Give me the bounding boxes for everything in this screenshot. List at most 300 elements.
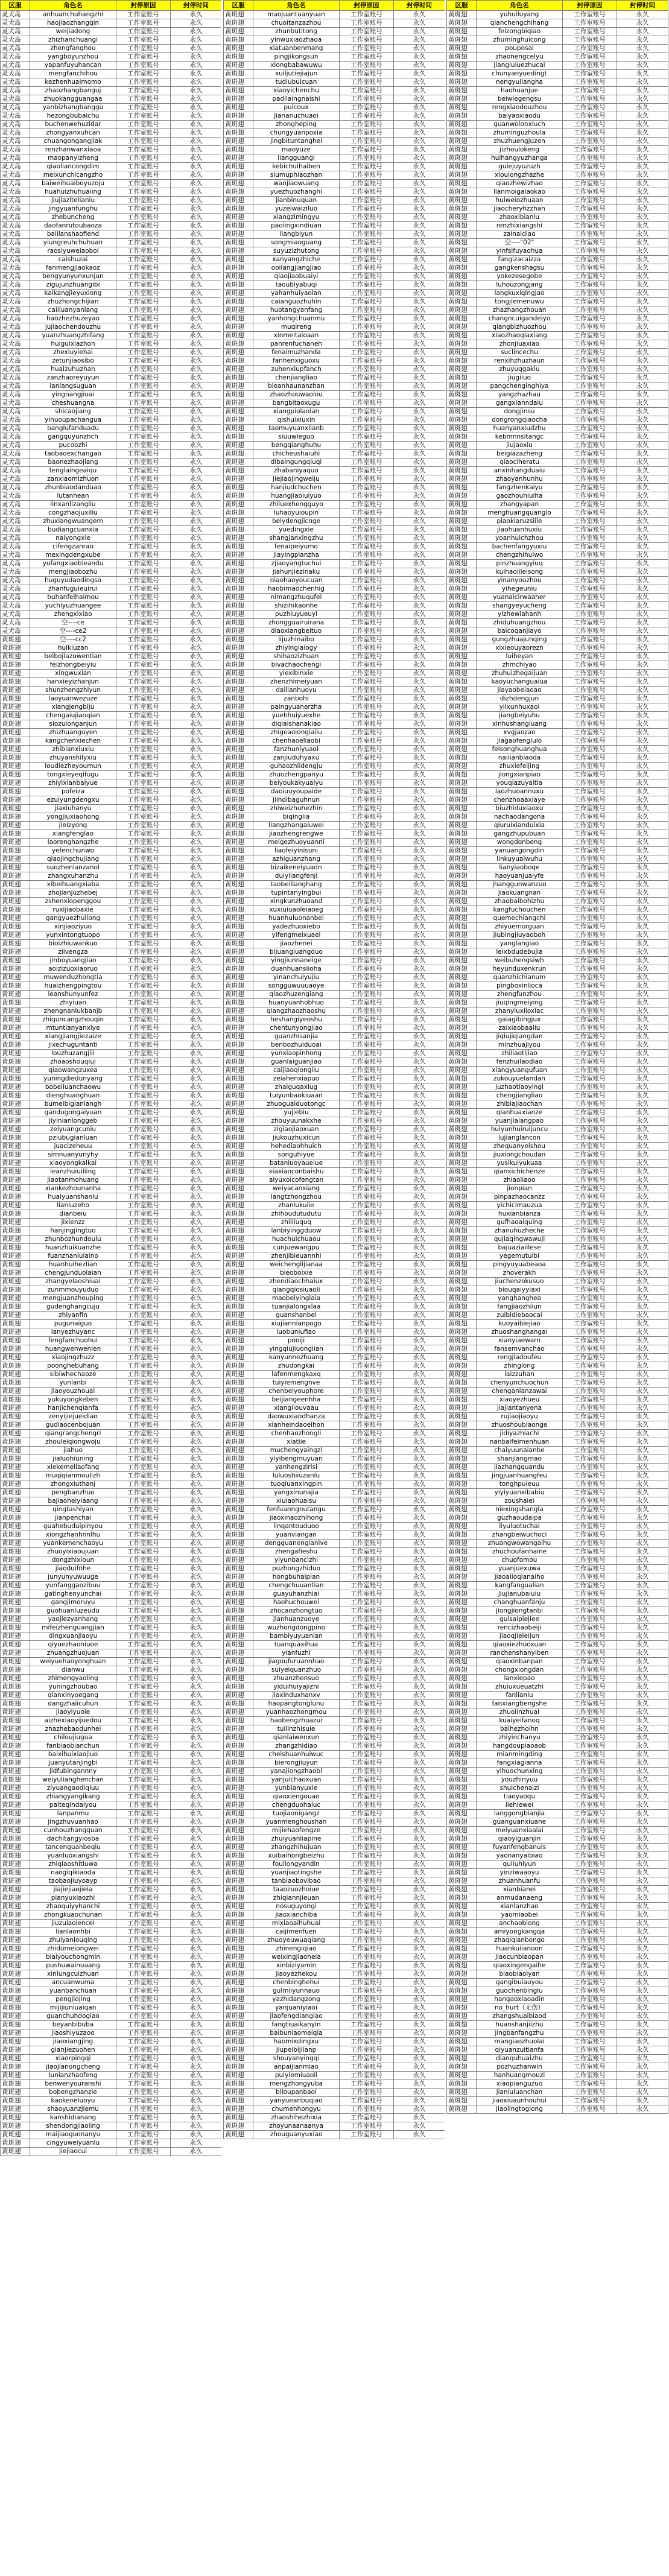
server-cell: 黄斑翅 (224, 1920, 253, 1928)
ban-reason-cell: 工作室账号 (340, 1362, 394, 1371)
role-name-cell: zhangshuaibiaod (477, 2013, 563, 2021)
ban-time-cell: 永久 (617, 1050, 668, 1058)
ban-time-cell: 永久 (171, 1303, 222, 1312)
ban-time-cell: 永久 (617, 805, 668, 813)
table-row (224, 1708, 445, 1717)
ban-reason-cell: 工作室账号 (340, 2004, 394, 2013)
ban-time-cell: 永久 (617, 1548, 668, 1556)
table-row (447, 256, 668, 264)
ban-time-cell: 永久 (171, 1599, 222, 1607)
ban-reason-cell: 工作室账号 (563, 1236, 617, 1244)
ban-time-cell: 永久 (171, 889, 222, 898)
server-cell: 黄斑翅 (1, 1371, 30, 1379)
server-cell: 黄斑翅 (447, 585, 477, 594)
server-cell: 黄斑翅 (224, 678, 253, 687)
server-cell: 灵犬岛 (1, 87, 30, 95)
server-cell: 黄斑翅 (447, 129, 477, 138)
ban-reason-cell: 工作室账号 (563, 982, 617, 991)
ban-reason-cell: 工作室账号 (563, 1861, 617, 1869)
server-cell: 黄斑翅 (1, 830, 30, 839)
ban-time-cell: 永久 (394, 1928, 445, 1937)
ban-reason-cell: 工作室账号 (340, 1945, 394, 1953)
role-name-cell: bumeibigianlangh (30, 1100, 116, 1109)
ban-time-cell: 永久 (394, 1143, 445, 1151)
role-name-cell: zunmmouyuduo (30, 1286, 116, 1295)
server-cell: 黄斑翅 (1, 1345, 30, 1354)
ban-reason-cell: 工作室账号 (340, 763, 394, 771)
role-name-cell: menghuangquangio (477, 509, 563, 518)
ban-reason-cell: 工作室账号 (116, 1438, 171, 1447)
role-name-cell: pinpazhaocanzz (477, 1193, 563, 1202)
role-name-cell: zanbohi (253, 695, 340, 703)
role-name-cell: xiekemeilaofang (30, 1464, 116, 1472)
table-row (1, 771, 222, 779)
ban-reason-cell: 工作室账号 (340, 923, 394, 931)
role-name-cell: haojiaozhangqin (30, 19, 116, 28)
table-row (224, 999, 445, 1007)
table-row (1, 1143, 222, 1151)
table-row (447, 1286, 668, 1295)
table-row (447, 619, 668, 627)
role-name-cell: yadezhuoxiebo (253, 923, 340, 931)
role-name-cell: yaonanyaibiao (477, 1852, 563, 1861)
table-row (224, 940, 445, 948)
table-row (224, 1683, 445, 1692)
ban-time-cell: 永久 (171, 1784, 222, 1793)
ban-reason-cell: 工作室账号 (116, 1675, 171, 1683)
ban-time-cell: 永久 (617, 602, 668, 611)
role-name-cell: taomuyuanxilanb (253, 425, 340, 433)
server-cell: 黄斑翅 (224, 1312, 253, 1320)
role-name-cell: huachuichuaou (253, 1236, 340, 1244)
table-row (447, 2038, 668, 2046)
server-cell: 黄斑翅 (1, 1649, 30, 1658)
table-row (447, 1523, 668, 1531)
role-name-cell: gianjiezuohen (30, 2046, 116, 2055)
server-cell: 黄斑翅 (447, 1582, 477, 1590)
role-name-cell: jiagaofengluio (477, 737, 563, 746)
role-name-cell: chengjiangliao (477, 1092, 563, 1100)
table-row (447, 1033, 668, 1041)
ban-time-cell: 永久 (394, 138, 445, 146)
ban-reason-cell: 工作室账号 (116, 906, 171, 915)
role-name-cell: zhiweizhuhezhin (253, 805, 340, 813)
table-row (224, 847, 445, 855)
ban-time-cell: 永久 (617, 1616, 668, 1624)
role-name-cell: hangdoupiaoaob (477, 1742, 563, 1751)
ban-reason-cell: 工作室账号 (563, 1548, 617, 1556)
server-cell: 黄斑翅 (224, 281, 253, 290)
ban-reason-cell: 工作室账号 (340, 1514, 394, 1523)
ban-reason-cell: 工作室账号 (116, 425, 171, 433)
role-name-cell: yuanviangan (253, 1531, 340, 1540)
table-row (224, 813, 445, 822)
ban-time-cell: 永久 (171, 855, 222, 864)
ban-time-cell: 永久 (617, 256, 668, 264)
ban-reason-cell: 工作室账号 (116, 129, 171, 138)
role-name-cell: jiindibaguhnun (253, 796, 340, 805)
server-cell: 黄斑翅 (447, 1109, 477, 1117)
ban-time-cell: 永久 (617, 458, 668, 467)
role-name-cell: xvgjaozao (477, 729, 563, 737)
ban-time-cell: 永久 (617, 2038, 668, 2046)
ban-reason-cell: 工作室账号 (563, 1911, 617, 1920)
ban-reason-cell: 工作室账号 (116, 1067, 171, 1075)
table-row (1, 1388, 222, 1396)
server-cell: 黄斑翅 (447, 1168, 477, 1176)
ban-time-cell: 永久 (617, 1751, 668, 1759)
server-cell: 黄斑翅 (224, 568, 253, 577)
server-cell: 灵犬岛 (1, 535, 30, 543)
ban-reason-cell: 工作室账号 (116, 847, 171, 855)
role-name-cell: pooiji (253, 1337, 340, 1345)
ban-time-cell: 永久 (394, 847, 445, 855)
ban-reason-cell: 工作室账号 (116, 2131, 171, 2139)
table-row (1, 1793, 222, 1801)
role-name-cell: tuanjialongxlaa (253, 1303, 340, 1312)
ban-time-cell: 永久 (617, 1869, 668, 1877)
ban-reason-cell: 工作室账号 (116, 416, 171, 425)
server-cell: 黄斑翅 (447, 19, 477, 28)
role-name-cell: quiiuhiyun (477, 1861, 563, 1869)
ban-time-cell: 永久 (171, 1632, 222, 1641)
table-row (1, 602, 222, 611)
ban-reason-cell: 工作室账号 (340, 1548, 394, 1556)
ban-reason-cell: 工作室账号 (563, 154, 617, 163)
ban-reason-cell: 工作室账号 (116, 1092, 171, 1100)
ban-reason-cell: 工作室账号 (116, 1683, 171, 1692)
ban-reason-cell: 工作室账号 (116, 1540, 171, 1548)
ban-time-cell: 永久 (171, 965, 222, 974)
ban-reason-cell: 工作室账号 (116, 1717, 171, 1725)
role-name-cell: xiangzimingyu (253, 214, 340, 222)
ban-reason-cell: 工作室账号 (340, 2029, 394, 2038)
ban-time-cell: 永久 (617, 1007, 668, 1016)
server-cell: 黄斑翅 (224, 1911, 253, 1920)
server-cell: 黄斑翅 (1, 1388, 30, 1396)
ban-time-cell: 永久 (617, 729, 668, 737)
role-name-cell: cheishuanhuiwuc (253, 1751, 340, 1759)
table-row (447, 2046, 668, 2055)
ban-time-cell: 永久 (171, 1886, 222, 1894)
table-row (1, 661, 222, 670)
ban-time-cell: 永久 (617, 281, 668, 290)
server-cell: 黄斑翅 (447, 729, 477, 737)
table-row (224, 1987, 445, 1996)
role-name-cell: juzhaotiaoyingi (477, 1083, 563, 1092)
ban-time-cell: 永久 (617, 2105, 668, 2114)
role-name-cell: beyanbibuba (30, 2021, 116, 2029)
ban-reason-cell: 工作室账号 (340, 467, 394, 475)
ban-time-cell: 永久 (394, 1953, 445, 1962)
ban-reason-cell: 工作室账号 (340, 1835, 394, 1844)
table-row (447, 796, 668, 805)
table-row (1, 1886, 222, 1894)
server-cell: 灵犬岛 (1, 112, 30, 121)
role-name-cell: chungyuanpoxia (253, 129, 340, 138)
server-cell: 黄斑翅 (224, 467, 253, 475)
server-cell: 黄斑翅 (224, 1083, 253, 1092)
table-row (1, 1244, 222, 1252)
ban-time-cell: 永久 (617, 1337, 668, 1345)
table-row (1, 1033, 222, 1041)
role-name-cell: daowuxiandhanza (253, 1413, 340, 1421)
table-row (224, 1168, 445, 1176)
role-name-cell: fangjiaozhiiun (477, 1303, 563, 1312)
ban-time-cell: 永久 (394, 1877, 445, 1886)
table-row (224, 2122, 445, 2131)
ban-time-cell: 永久 (617, 1100, 668, 1109)
role-name-cell: fangzhenkaiyu (477, 484, 563, 492)
server-cell: 黄斑翅 (224, 509, 253, 518)
ban-reason-cell: 工作室账号 (116, 1506, 171, 1514)
role-name-cell: yiexibinxie (253, 670, 340, 678)
table-row (1, 450, 222, 458)
table-row (224, 2105, 445, 2114)
table-row (447, 1970, 668, 1979)
ban-table-1 (0, 0, 222, 2156)
ban-reason-cell: 工作室账号 (340, 95, 394, 104)
table-row (1, 1016, 222, 1024)
table-row (1, 1869, 222, 1877)
role-name-cell: haobengzhuazui (253, 1717, 340, 1725)
ban-time-cell: 永久 (394, 594, 445, 602)
ban-time-cell: 永久 (394, 1033, 445, 1041)
table-row (224, 720, 445, 729)
ban-reason-cell: 工作室账号 (340, 602, 394, 611)
server-cell: 黄斑翅 (447, 1692, 477, 1700)
role-name-cell: linkuyuaiwuhu (477, 855, 563, 864)
ban-time-cell: 永久 (617, 611, 668, 619)
server-cell: 黄斑翅 (1, 1632, 30, 1641)
ban-reason-cell: 工作室账号 (116, 1573, 171, 1582)
ban-time-cell: 永久 (171, 695, 222, 703)
table-row (1, 382, 222, 391)
table-row (447, 433, 668, 442)
server-cell: 黄斑翅 (447, 1050, 477, 1058)
server-cell: 黄斑翅 (1, 1742, 30, 1751)
ban-reason-cell: 工作室账号 (563, 805, 617, 813)
ban-reason-cell: 工作室账号 (116, 2114, 171, 2122)
ban-reason-cell: 工作室账号 (563, 1945, 617, 1953)
server-cell: 黄斑翅 (1, 1413, 30, 1421)
ban-reason-cell: 工作室账号 (340, 188, 394, 197)
ban-time-cell: 永久 (394, 154, 445, 163)
ban-time-cell: 永久 (394, 636, 445, 644)
role-name-cell: dongjinsu (477, 408, 563, 416)
ban-time-cell: 永久 (394, 1987, 445, 1996)
ban-reason-cell: 工作室账号 (340, 1168, 394, 1176)
table-row (224, 2046, 445, 2055)
ban-reason-cell: 工作室账号 (116, 1607, 171, 1616)
table-row (447, 1337, 668, 1345)
ban-reason-cell: 工作室账号 (340, 1489, 394, 1497)
server-cell: 黄斑翅 (447, 298, 477, 306)
ban-reason-cell: 工作室账号 (563, 746, 617, 754)
table-row (224, 1185, 445, 1193)
server-cell: 黄斑翅 (447, 1556, 477, 1565)
server-cell: 黄斑翅 (224, 1903, 253, 1911)
ban-time-cell: 永久 (394, 484, 445, 492)
role-name-cell: yanjuichaoxuan (253, 1776, 340, 1784)
ban-reason-cell: 工作室账号 (116, 1937, 171, 1945)
ban-reason-cell: 工作室账号 (340, 1962, 394, 1970)
ban-reason-cell: 工作室账号 (340, 1388, 394, 1396)
table-row (447, 1928, 668, 1937)
server-cell: 黄斑翅 (1, 1176, 30, 1185)
table-row (224, 1151, 445, 1160)
role-name-cell: puzhiuyueuyi (253, 611, 340, 619)
role-name-cell: naiiianbiaoda (477, 754, 563, 763)
ban-reason-cell: 工作室账号 (563, 230, 617, 239)
server-cell: 灵犬岛 (1, 501, 30, 509)
role-name-cell: simnuanyunyhy (30, 1151, 116, 1160)
ban-reason-cell: 工作室账号 (563, 1100, 617, 1109)
server-cell: 黄斑翅 (224, 1632, 253, 1641)
table-row (224, 1641, 445, 1649)
ban-time-cell: 永久 (394, 763, 445, 771)
ban-reason-cell: 工作室账号 (563, 408, 617, 416)
table-row (447, 1362, 668, 1371)
role-name-cell: leanzhuiuiliing (30, 1168, 116, 1176)
ban-reason-cell: 工作室账号 (116, 501, 171, 509)
table-row (224, 1362, 445, 1371)
table-row (447, 1464, 668, 1472)
table-row (224, 1337, 445, 1345)
ban-reason-cell: 工作室账号 (563, 1404, 617, 1413)
role-name-cell: wanjiaowuang (253, 180, 340, 188)
table-row (224, 923, 445, 931)
role-name-cell: jiazhangquandu (477, 1464, 563, 1472)
table-row (224, 1143, 445, 1151)
ban-time-cell: 永久 (171, 898, 222, 906)
ban-reason-cell: 工作室账号 (563, 1219, 617, 1227)
table-row (447, 2089, 668, 2097)
server-cell: 黄斑翅 (224, 746, 253, 754)
server-cell: 黄斑翅 (1, 1556, 30, 1565)
ban-time-cell: 永久 (617, 1058, 668, 1067)
server-cell: 黄斑翅 (224, 104, 253, 112)
table-row (447, 982, 668, 991)
server-cell: 黄斑翅 (224, 1818, 253, 1827)
table-row (447, 2029, 668, 2038)
server-cell: 黄斑翅 (224, 1151, 253, 1160)
server-cell: 黄斑翅 (1, 1827, 30, 1835)
role-name-cell: zhaoshihezhixia (253, 2114, 340, 2122)
server-cell: 黄斑翅 (447, 1371, 477, 1379)
table-row (224, 1227, 445, 1236)
table-row (1, 763, 222, 771)
ban-time-cell: 永久 (171, 492, 222, 501)
ban-time-cell: 永久 (171, 518, 222, 526)
server-cell: 灵犬岛 (1, 281, 30, 290)
role-name-cell: 空----ce2 (30, 627, 116, 636)
role-name-cell: xiaoyongkalkai (30, 1160, 116, 1168)
ban-reason-cell: 工作室账号 (116, 1928, 171, 1937)
ban-time-cell: 永久 (617, 1202, 668, 1210)
ban-reason-cell: 工作室账号 (340, 585, 394, 594)
table-row (447, 1041, 668, 1050)
server-cell: 黄斑翅 (1, 864, 30, 872)
role-name-cell: aiyuxoicofengtan (253, 1176, 340, 1185)
role-name-cell: xanyangzhiche (253, 256, 340, 264)
ban-reason-cell: 工作室账号 (116, 1193, 171, 1202)
ban-reason-cell: 工作室账号 (563, 1058, 617, 1067)
ban-time-cell: 永久 (617, 1928, 668, 1937)
ban-reason-cell: 工作室账号 (116, 1236, 171, 1244)
ban-reason-cell: 工作室账号 (340, 1708, 394, 1717)
role-name-cell: zhoaoshouqiui (30, 1058, 116, 1067)
table-row (447, 1937, 668, 1945)
ban-reason-cell: 工作室账号 (563, 864, 617, 872)
server-cell: 黄斑翅 (447, 661, 477, 670)
role-name-cell: dingxuanjiaoyu (30, 1632, 116, 1641)
table-row (447, 1371, 668, 1379)
role-name-cell: yihegeuniu (477, 585, 563, 594)
header-ban-time: 封停时间 (394, 1, 445, 11)
ban-reason-cell: 工作室账号 (116, 771, 171, 779)
server-cell: 黄斑翅 (1, 1548, 30, 1556)
ban-reason-cell: 工作室账号 (563, 1801, 617, 1810)
ban-reason-cell: 工作室账号 (116, 535, 171, 543)
table-row (224, 1506, 445, 1514)
ban-reason-cell: 工作室账号 (340, 1565, 394, 1573)
table-row (447, 484, 668, 492)
ban-time-cell: 永久 (171, 1962, 222, 1970)
table-row (1, 627, 222, 636)
ban-time-cell: 永久 (394, 70, 445, 78)
role-name-cell: fangizacaizza (477, 256, 563, 264)
table-row (224, 703, 445, 712)
table-row (1, 526, 222, 535)
server-cell: 黄斑翅 (1, 1472, 30, 1480)
role-name-cell: fuanzhanlulaino (30, 1252, 116, 1261)
server-cell: 黄斑翅 (447, 391, 477, 399)
ban-time-cell: 永久 (171, 1641, 222, 1649)
ban-time-cell: 永久 (171, 95, 222, 104)
ban-time-cell: 永久 (171, 1666, 222, 1675)
ban-time-cell: 永久 (617, 1396, 668, 1404)
server-cell: 灵犬岛 (1, 619, 30, 627)
ban-reason-cell: 工作室账号 (116, 729, 171, 737)
ban-time-cell: 永久 (617, 2055, 668, 2063)
role-name-cell: zhinengiqiao (253, 1945, 340, 1953)
ban-reason-cell: 工作室账号 (116, 273, 171, 281)
table-row (1, 940, 222, 948)
ban-time-cell: 永久 (394, 2029, 445, 2038)
ban-time-cell: 永久 (394, 450, 445, 458)
ban-time-cell: 永久 (171, 864, 222, 872)
server-cell: 黄斑翅 (224, 1844, 253, 1852)
table-row (224, 543, 445, 551)
role-name-cell: yunfanggaozibuu (30, 1582, 116, 1590)
server-cell: 黄斑翅 (224, 2004, 253, 2013)
role-name-cell: buchenwehuzidar (30, 121, 116, 129)
table-row (1, 2072, 222, 2080)
table-row (1, 1920, 222, 1928)
server-cell: 黄斑翅 (447, 1117, 477, 1126)
role-name-cell: lujianglancon (477, 1134, 563, 1143)
table-row (1, 112, 222, 121)
server-cell: 灵犬岛 (1, 104, 30, 112)
table-row (1, 746, 222, 754)
role-name-cell: zenyijiejueidiao (30, 1413, 116, 1421)
ban-time-cell: 永久 (617, 1480, 668, 1489)
server-cell: 黄斑翅 (1, 1937, 30, 1945)
server-cell: 黄斑翅 (224, 1725, 253, 1734)
role-name-cell: guanzhisanjia (253, 1033, 340, 1041)
ban-time-cell: 永久 (394, 1354, 445, 1362)
